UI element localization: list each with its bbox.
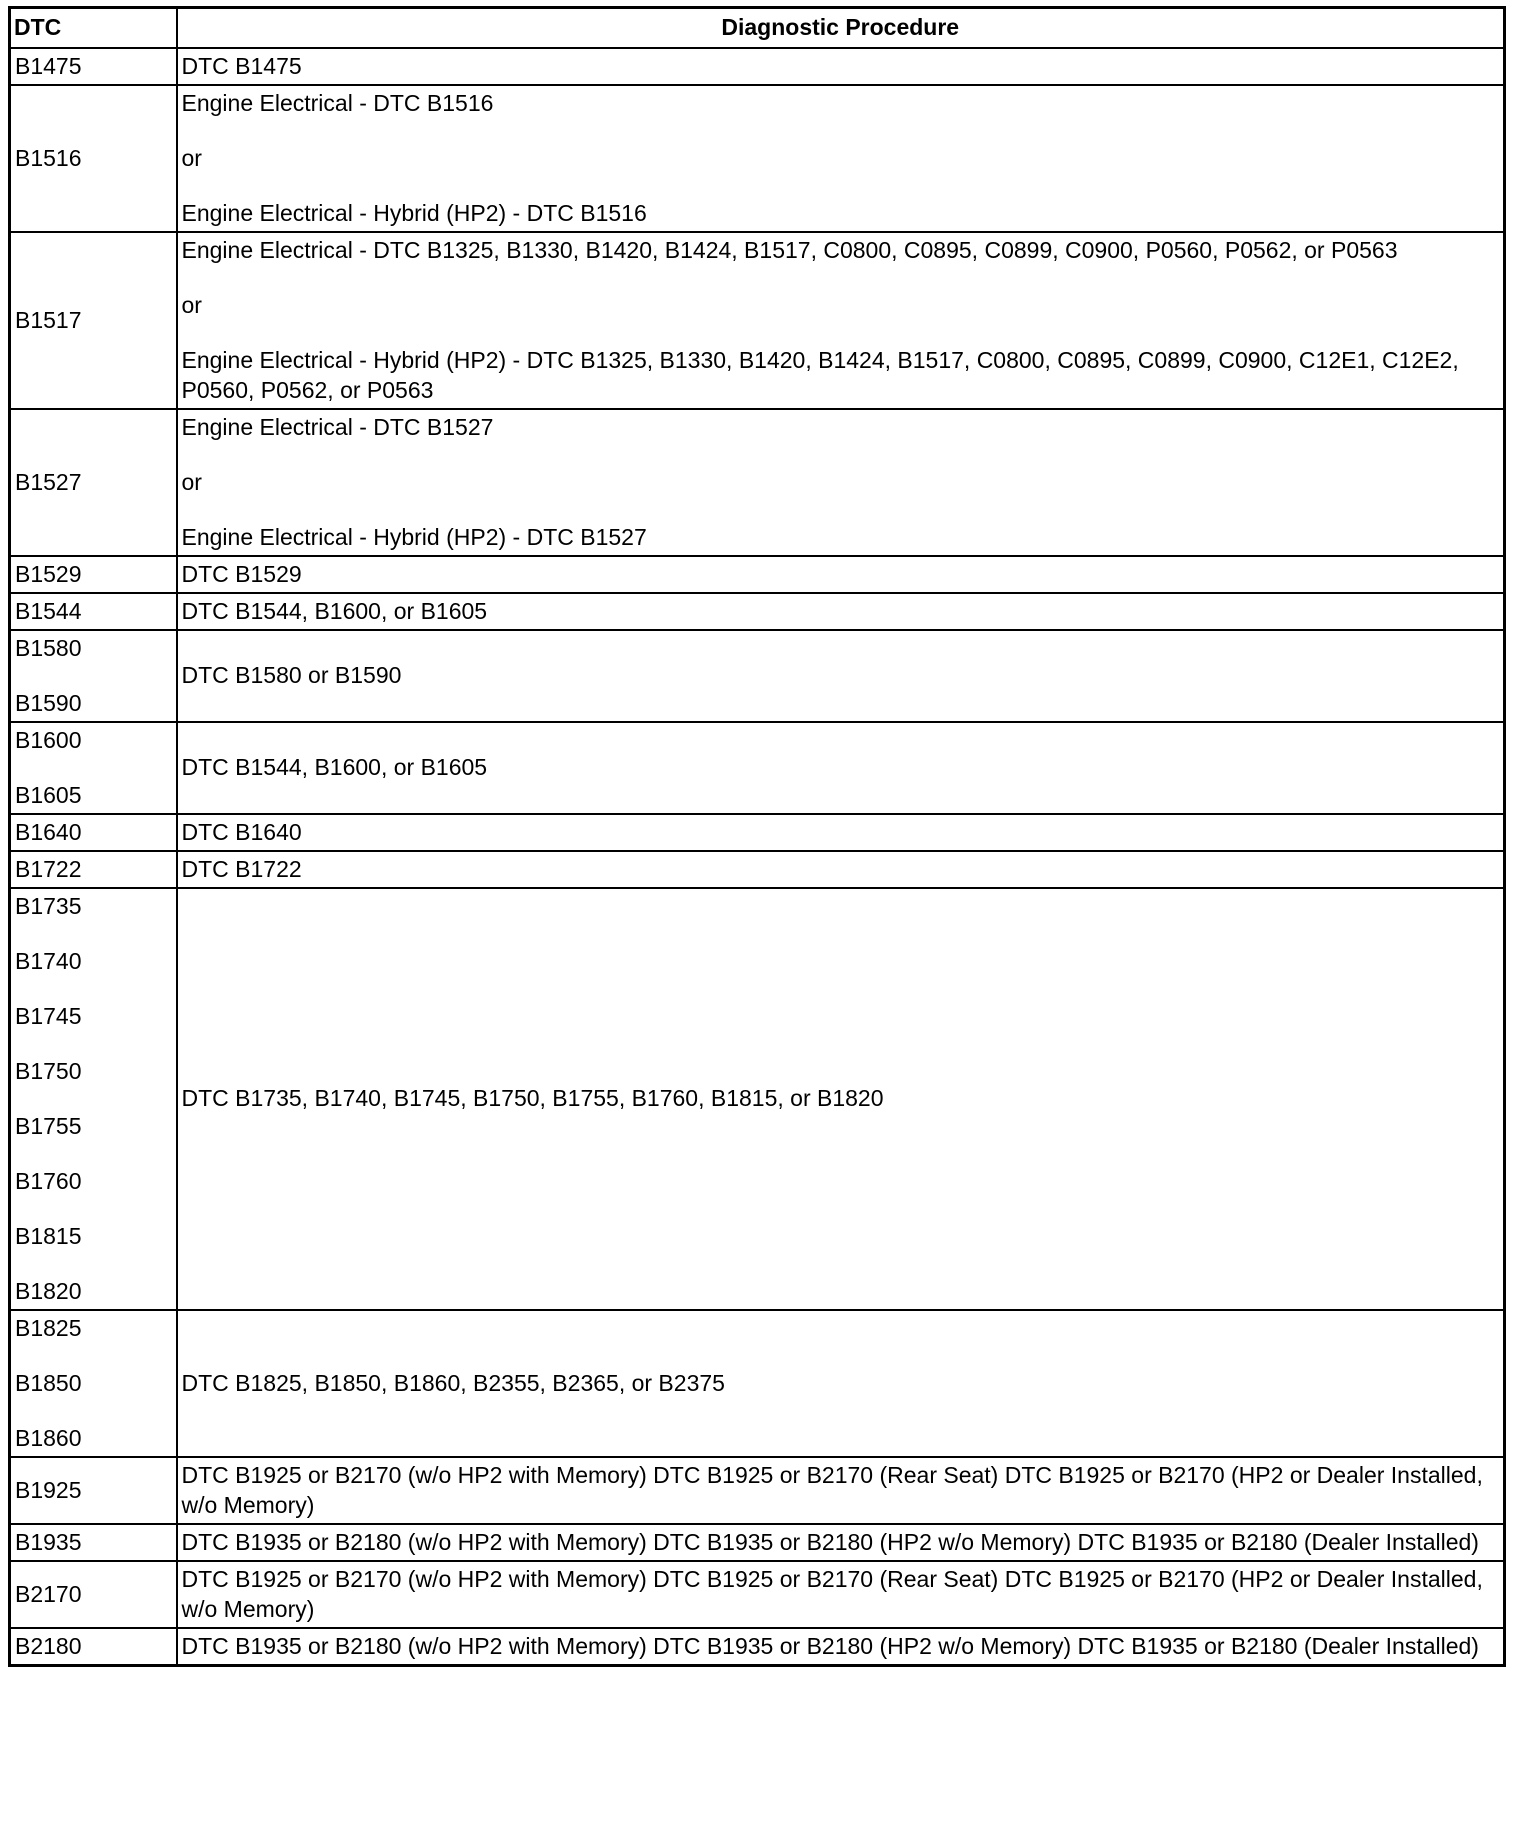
procedure-text: DTC B1735, B1740, B1745, B1750, B1755, B1760, B1815, or B1820 [181,1085,884,1111]
dtc-code: B1925 [15,1476,82,1503]
procedure-text: DTC B1640 [181,818,302,845]
procedure-text: DTC B1580 or B1590 [181,662,402,688]
table-row [10,722,1505,814]
procedure-text: DTC B1825, B1850, B1860, B2355, B2365, or B2375 [181,1369,725,1396]
procedure-separator: or [181,144,202,171]
table-row [10,1561,1505,1628]
table-row [10,409,1505,556]
procedure-cell [177,851,1505,888]
dtc-code: B1820 [15,1277,82,1304]
dtc-cell [10,85,177,232]
procedure-cell [177,888,1505,1310]
procedure-text: DTC B1925 or B2170 (w/o HP2 with Memory) DTC B1925 or B2170 (Rear Seat) DTC B1925 or B2170 (HP2 or Dealer Installed, w/o Memory) [181,1565,1483,1622]
dtc-cell [10,409,177,556]
dtc-cell [10,888,177,1310]
table-row [10,1524,1505,1561]
procedure-cell [177,409,1505,556]
dtc-cell [10,232,177,409]
dtc-code: B1475 [15,52,82,79]
dtc-code: B1755 [15,1112,82,1139]
dtc-cell [10,1457,177,1524]
dtc-cell [10,1310,177,1457]
procedure-text: DTC B1544, B1600, or B1605 [181,754,488,780]
dtc-code: B1516 [15,144,82,171]
dtc-cell [10,48,177,85]
table-row [10,630,1505,722]
procedure-text: DTC B1722 [181,855,302,882]
dtc-cell [10,556,177,593]
dtc-code: B1517 [15,306,82,333]
procedure-text: DTC B1475 [181,52,302,79]
table-row [10,593,1505,630]
dtc-code: B1745 [15,1002,82,1029]
procedure-cell [177,85,1505,232]
table-row [10,85,1505,232]
dtc-code: B1640 [15,818,82,845]
dtc-code: B1605 [15,781,82,808]
dtc-code: B2170 [15,1580,82,1607]
table-row [10,851,1505,888]
dtc-code: B1935 [15,1528,82,1555]
table-row [10,48,1505,85]
dtc-code: B1735 [15,892,82,919]
procedure-cell [177,1628,1505,1666]
procedure-cell [177,232,1505,409]
table-row [10,814,1505,851]
procedure-cell [177,814,1505,851]
dtc-cell [10,593,177,630]
dtc-code: B1740 [15,947,82,974]
dtc-code: B1600 [15,726,82,753]
dtc-code: B1815 [15,1222,82,1249]
procedure-text: Engine Electrical - DTC B1516 [181,89,494,116]
procedure-separator: or [181,291,202,318]
dtc-code: B1850 [15,1369,82,1396]
procedure-cell [177,1457,1505,1524]
table-row [10,1310,1505,1457]
dtc-cell [10,1628,177,1666]
procedure-text: Engine Electrical - Hybrid (HP2) - DTC B1527 [181,523,647,550]
procedure-cell [177,556,1505,593]
dtc-code: B1590 [15,689,82,716]
table-row [10,232,1505,409]
header-dtc: DTC [10,8,177,48]
table-row [10,1628,1505,1666]
procedure-text: DTC B1935 or B2180 (w/o HP2 with Memory) DTC B1935 or B2180 (HP2 w/o Memory) DTC B1935 or B2180 (Dealer Installed) [181,1528,1479,1555]
procedure-text: Engine Electrical - Hybrid (HP2) - DTC B1325, B1330, B1420, B1424, B1517, C0800, C0895, C0899, C0900, C12E1, C12E2, P0560, P0562, or P0563 [181,346,1459,403]
procedure-cell [177,48,1505,85]
procedure-cell [177,1561,1505,1628]
dtc-cell [10,1524,177,1561]
dtc-cell [10,630,177,722]
procedure-text: DTC B1935 or B2180 (w/o HP2 with Memory) DTC B1935 or B2180 (HP2 w/o Memory) DTC B1935 or B2180 (Dealer Installed) [181,1632,1479,1659]
dtc-code: B1529 [15,560,82,587]
procedure-text: DTC B1529 [181,560,302,587]
procedure-cell [177,593,1505,630]
dtc-cell [10,814,177,851]
procedure-cell [177,1310,1505,1457]
dtc-cell [10,851,177,888]
dtc-code: B1860 [15,1424,82,1451]
procedure-text: DTC B1925 or B2170 (w/o HP2 with Memory) DTC B1925 or B2170 (Rear Seat) DTC B1925 or B2170 (HP2 or Dealer Installed, w/o Memory) [181,1461,1483,1518]
header-row [10,8,1505,48]
dtc-code: B2180 [15,1632,82,1659]
table-body [10,48,1505,1666]
procedure-text: DTC B1544, B1600, or B1605 [181,597,488,624]
dtc-code: B1825 [15,1314,82,1341]
procedure-cell [177,1524,1505,1561]
dtc-table [8,6,1506,1667]
dtc-cell [10,1561,177,1628]
dtc-code: B1527 [15,468,82,495]
procedure-text: Engine Electrical - DTC B1527 [181,413,494,440]
table-row [10,888,1505,1310]
procedure-cell [177,630,1505,722]
dtc-code: B1722 [15,855,82,882]
table-row [10,1457,1505,1524]
table-row [10,556,1505,593]
dtc-code: B1580 [15,634,82,661]
dtc-code: B1760 [15,1167,82,1194]
procedure-separator: or [181,468,202,495]
dtc-code: B1750 [15,1057,82,1084]
header-procedure: Diagnostic Procedure [177,8,1505,48]
dtc-cell [10,722,177,814]
procedure-cell [177,722,1505,814]
procedure-text: Engine Electrical - Hybrid (HP2) - DTC B1516 [181,199,647,226]
procedure-text: Engine Electrical - DTC B1325, B1330, B1420, B1424, B1517, C0800, C0895, C0899, C0900, P0560, P0562, or P0563 [181,236,1398,263]
dtc-code: B1544 [15,597,82,624]
